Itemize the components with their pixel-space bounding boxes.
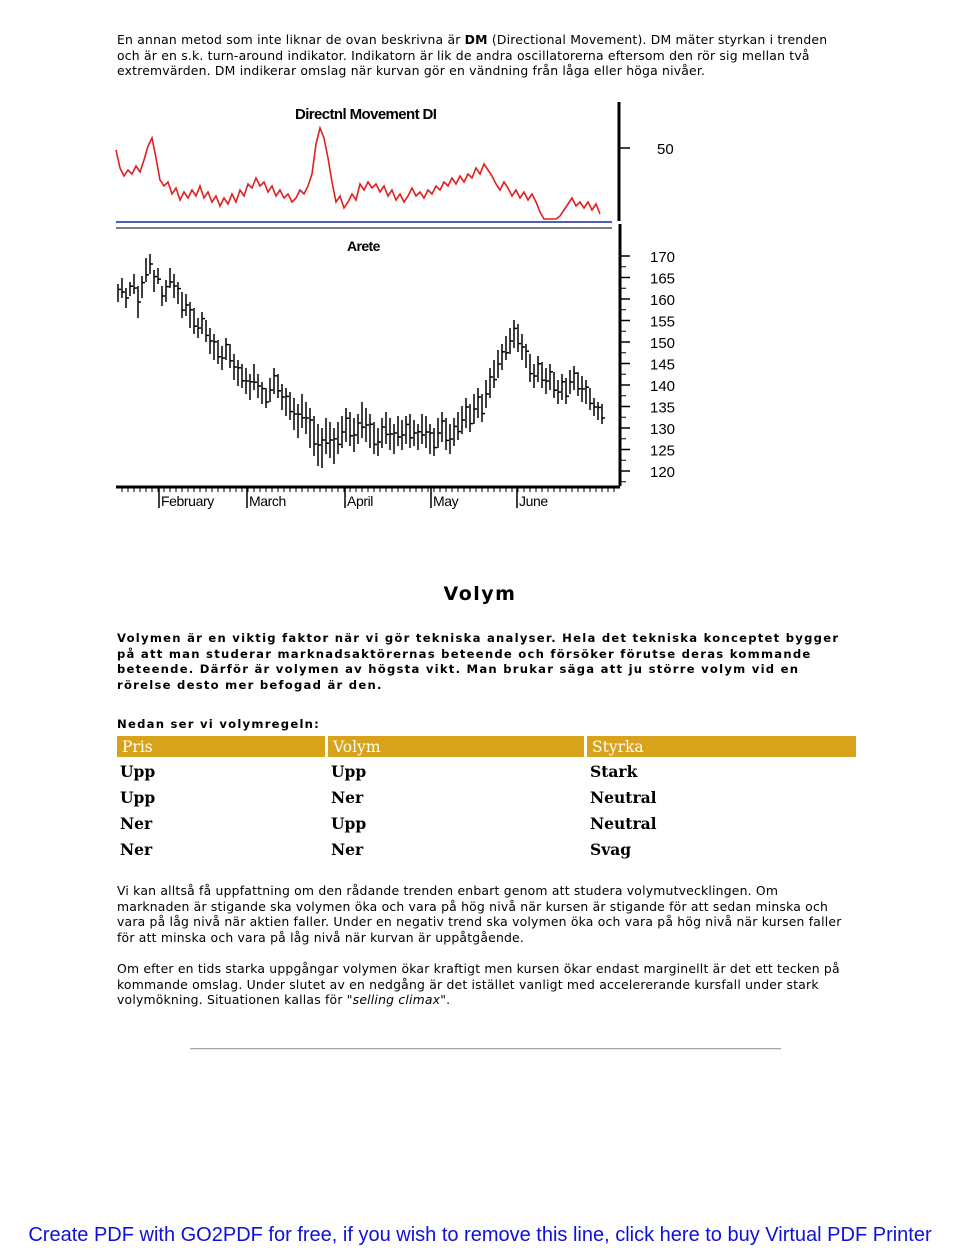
horizontal-divider <box>190 1048 781 1050</box>
table-cell: Ner <box>120 840 153 859</box>
table-cell: Svag <box>590 840 632 859</box>
price-y-label: 145 <box>650 356 676 374</box>
table-cell: Stark <box>590 762 638 781</box>
table-cell: Ner <box>331 788 364 807</box>
dm-chart <box>112 98 692 516</box>
x-month-label: February <box>161 493 214 509</box>
volume-rule-label: Nedan ser vi volymregeln: <box>117 717 321 731</box>
table-row <box>117 760 856 783</box>
dm-y-label-50: 50 <box>657 141 674 158</box>
table-header-row <box>117 736 856 757</box>
table-cell: Neutral <box>590 814 657 833</box>
price-y-label: 120 <box>650 464 676 481</box>
x-month-label: May <box>433 493 459 509</box>
price-chart-title: Arete <box>347 238 380 254</box>
table-header-styrka: Styrka <box>587 736 856 757</box>
table-cell: Upp <box>120 762 156 781</box>
table-cell: Neutral <box>590 788 657 807</box>
table-cell: Upp <box>331 814 367 833</box>
volym-paragraph: Volymen är en viktig faktor när vi gör tekniska analyser. Hela det tekniska konceptet bygger på att man studerar marknadsaktörernas beteende och försöker förutse deras kommande beteende. Därför är volymen av högsta vikt. Man brukar säga att ju större volym vid en rörelse desto mer befogad är den. <box>117 631 840 692</box>
price-y-label: 155 <box>650 313 676 331</box>
price-y-axis <box>620 249 675 482</box>
volym-heading: Volym <box>443 583 517 605</box>
table-row <box>117 786 856 809</box>
table-cell: Upp <box>331 762 367 781</box>
price-y-label: 160 <box>650 292 676 309</box>
table-row <box>117 838 856 861</box>
selling-climax-paragraph: Om efter en tids starka uppgångar volymen ökar kraftigt men kursen ökar endast marginellt är det ett tecken på kommande omslag. Under slutet av en nedgång är det istället vanligt med accelererande kursfall under stark volymökning. Situationen kallas för "selling climax". <box>117 961 840 1008</box>
go2pdf-footer-link[interactable]: Create PDF with GO2PDF for free, if you wish to remove this line, click here to buy Virtual PDF Printer <box>28 1224 932 1246</box>
x-axis-ticks <box>122 487 614 509</box>
price-y-label: 135 <box>650 399 676 417</box>
table-row <box>117 812 856 835</box>
table-header-pris: Pris <box>117 736 325 757</box>
intro-paragraph: En annan metod som inte liknar de ovan beskrivna är DM (Directional Movement). DM mäter styrkan i trenden och är en s.k. turn-around indikator. Indikatorn är lik de andra oscillatorerna eftersom den rör sig mellan två extremvärden. DM indikerar omslag när kurvan gör en vändning från låga eller höga nivåer. <box>117 32 828 79</box>
table-cell: Ner <box>120 814 153 833</box>
price-y-label: 170 <box>650 249 676 266</box>
price-y-label: 165 <box>650 270 676 288</box>
price-y-label: 150 <box>650 335 676 352</box>
table-cell: Ner <box>331 840 364 859</box>
trend-paragraph: Vi kan alltså få uppfattning om den rådande trenden enbart genom att studera volymutvecklingen. Om marknaden är stigande ska volymen öka och vara på hög nivå när kursen är stigande för att sedan minska och vara på låg nivå när aktien faller. Under en negativ trend ska volymen öka och vara på hög nivå när kursen faller för att minska och vara på låg nivå när kurvan är uppåtgående. <box>117 883 842 945</box>
x-month-label: March <box>249 493 286 509</box>
price-y-label: 125 <box>650 442 676 460</box>
volume-rule-table <box>114 733 859 864</box>
dm-chart-title: Directnl Movement DI <box>295 106 437 123</box>
selling-climax-term: "selling climax" <box>346 992 447 1008</box>
table-cell: Upp <box>120 788 156 807</box>
dm-term: DM <box>464 32 488 47</box>
price-y-label: 130 <box>650 421 676 438</box>
x-month-label: June <box>519 493 548 509</box>
price-bars <box>118 254 605 468</box>
table-header-volym: Volym <box>328 736 584 757</box>
x-month-label: April <box>347 493 374 509</box>
price-y-label: 140 <box>650 378 676 395</box>
dm-series-line <box>116 128 600 219</box>
